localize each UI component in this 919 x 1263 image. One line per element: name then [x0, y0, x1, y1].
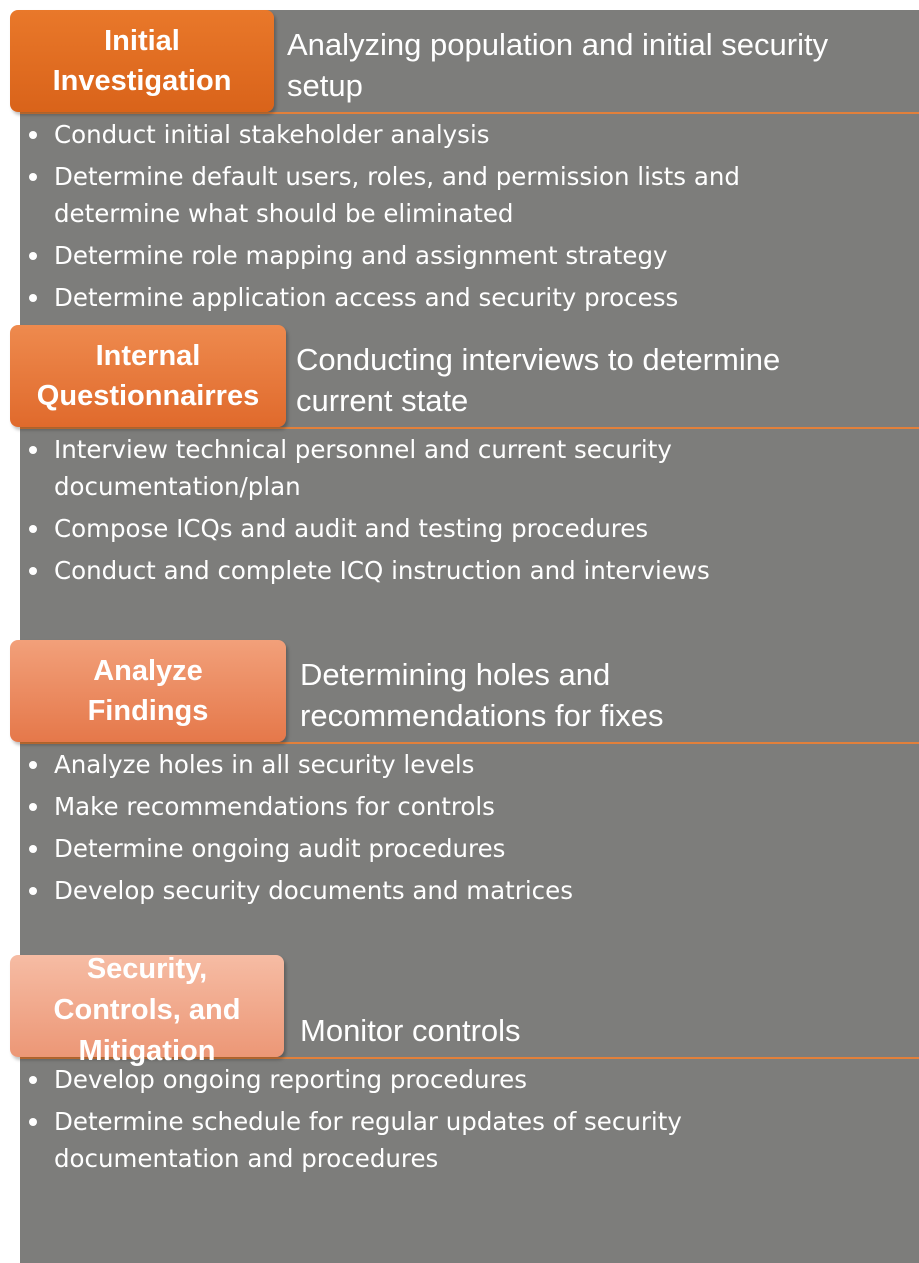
list-item: Determine role mapping and assignment strategy [28, 237, 854, 274]
phase-task-list [28, 746, 854, 914]
list-item: Develop ongoing reporting procedures [28, 1061, 854, 1098]
phase-title: Internal Questionnairres [36, 340, 260, 412]
list-item: Determine schedule for regular updates of security documentation and procedures [28, 1103, 784, 1177]
list-item: Make recommendations for controls [28, 788, 854, 825]
phase-title: Analyze Findings [87, 655, 209, 727]
phase-divider [20, 427, 919, 429]
list-item: Conduct and complete ICQ instruction and interviews [28, 552, 854, 589]
list-item: Interview technical personnel and current security documentation/plan [28, 431, 774, 505]
list-item: Determine application access and security process [28, 279, 854, 316]
list-item: Develop security documents and matrices [28, 872, 854, 909]
phase-task-list [28, 116, 854, 321]
phase-title-tab [10, 953, 284, 1067]
phase-title-tab [10, 325, 286, 427]
phase-title-tab [10, 640, 286, 742]
phase-task-list [28, 431, 854, 594]
phase-subtitle: Analyzing population and initial security setup [287, 27, 829, 103]
phase-title: Initial Investigation [52, 25, 232, 97]
list-item: Conduct initial stakeholder analysis [28, 116, 854, 153]
phase-subtitle: Determining holes and recommendations for fixes [300, 657, 664, 733]
phase-task-list [28, 1061, 854, 1182]
phase-title-tab [10, 10, 274, 112]
phase-divider [20, 112, 919, 114]
phase-divider [20, 742, 919, 744]
phase-subtitle: Monitor controls [300, 1013, 521, 1048]
phase-title: Security, Controls, and Mitigation [53, 953, 241, 1067]
list-item: Compose ICQs and audit and testing procedures [28, 510, 854, 547]
list-item: Analyze holes in all security levels [28, 746, 854, 783]
list-item: Determine ongoing audit procedures [28, 830, 854, 867]
list-item: Determine default users, roles, and permission lists and determine what should be eliminated [28, 158, 844, 232]
phase-subtitle: Conducting interviews to determine current state [296, 342, 781, 418]
